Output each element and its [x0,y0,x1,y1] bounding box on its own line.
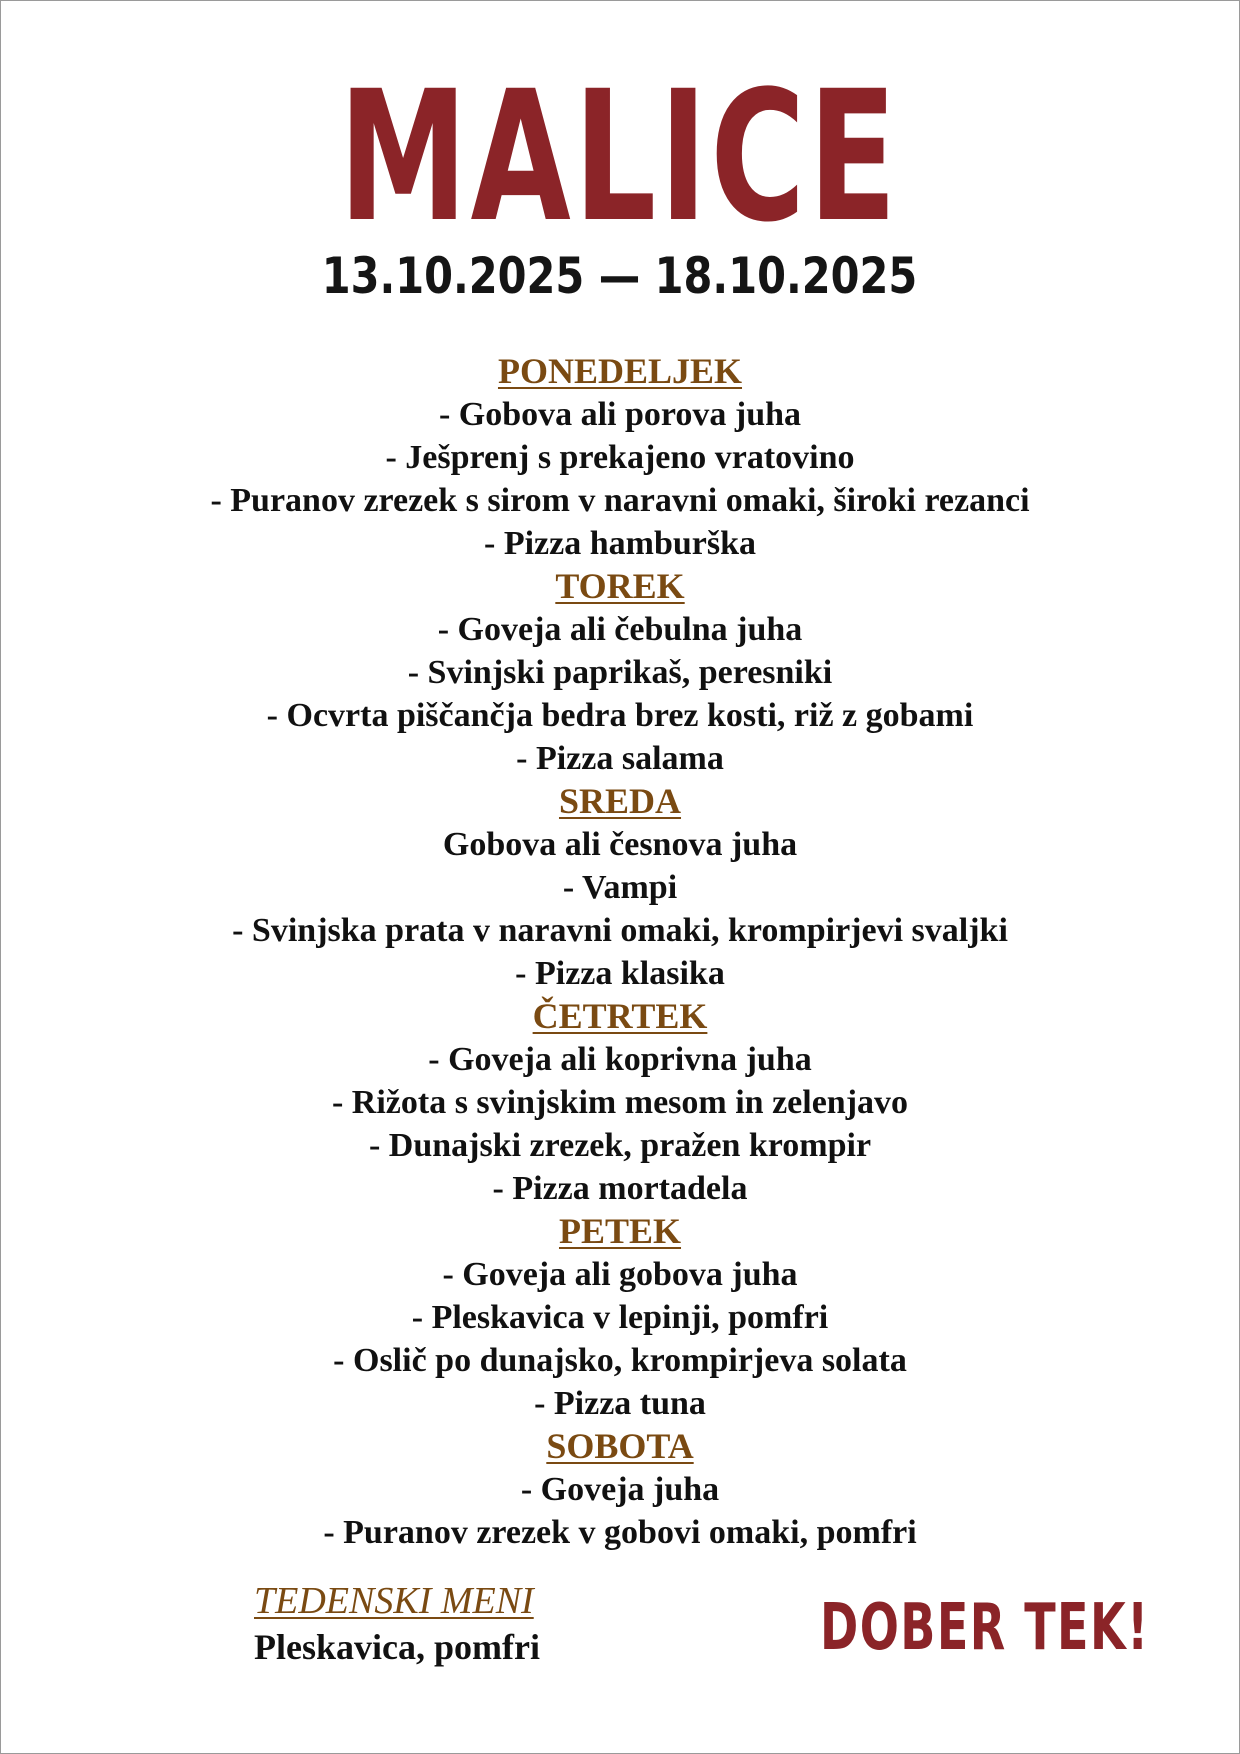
day-heading: ČETRTEK [532,996,708,1036]
day-section-cetrtek [0,995,1240,1210]
weekly-menu-value: Pleskavica, pomfri [254,1627,540,1667]
day-heading: SOBOTA [546,1426,694,1466]
dish-item: - Pizza tuna [534,1385,706,1422]
dish-item: - Svinjski paprikaš, peresniki [407,654,833,691]
day-section-sreda [0,780,1240,995]
day-section-sobota [0,1425,1240,1554]
dish-item: - Pizza hamburška [484,525,756,562]
day-heading: PONEDELJEK [497,351,743,391]
day-heading: SREDA [558,781,682,821]
day-heading: TOREK [555,566,685,606]
dish-item: - Oslič po dunajsko, krompirjeva solata [333,1342,907,1379]
dish-item: - Svinjska prata v naravni omaki, krompirjevi svaljki [232,912,1008,949]
weekly-menu-label: TEDENSKI MENI [254,1580,534,1622]
day-section-torek [0,565,1240,780]
dish-item: - Ocvrta piščančja bedra brez kosti, riž z gobami [266,697,974,734]
weekly-menu-box [254,1578,540,1670]
dish-item: Gobova ali česnova juha [442,826,798,863]
dish-item: - Goveja juha [520,1471,720,1508]
closing-greeting: DOBER TEK! [820,1591,1150,1665]
dish-item: - Pizza salama [516,740,724,777]
dish-item: - Gobova ali porova juha [438,396,802,433]
day-heading: PETEK [558,1211,682,1251]
dish-item: - Pleskavica v lepinji, pomfri [411,1299,829,1336]
dish-item: - Pizza klasika [515,955,725,992]
day-section-petek [0,1210,1240,1425]
dish-item: - Puranov zrezek v gobovi omaki, pomfri [323,1514,917,1551]
dish-item: - Pizza mortadela [492,1170,748,1207]
day-section-ponedeljek [0,350,1240,565]
dish-item: - Vampi [562,869,678,906]
date-range: 13.10.2025 — 18.10.2025 [321,247,918,305]
dish-item: - Goveja ali koprivna juha [428,1041,812,1078]
weekly-menu-list [0,350,1240,1554]
dish-item: - Goveja ali gobova juha [442,1256,798,1293]
dish-item: - Rižota s svinjskim mesom in zelenjavo [331,1084,909,1121]
dish-item: - Dunajski zrezek, pražen krompir [368,1127,872,1164]
dish-item: - Ješprenj s prekajeno vratovino [385,439,855,476]
page-title: MALICE [338,53,900,262]
dish-item: - Puranov zrezek s sirom v naravni omaki, široki rezanci [210,482,1030,519]
dish-item: - Goveja ali čebulna juha [437,611,803,648]
